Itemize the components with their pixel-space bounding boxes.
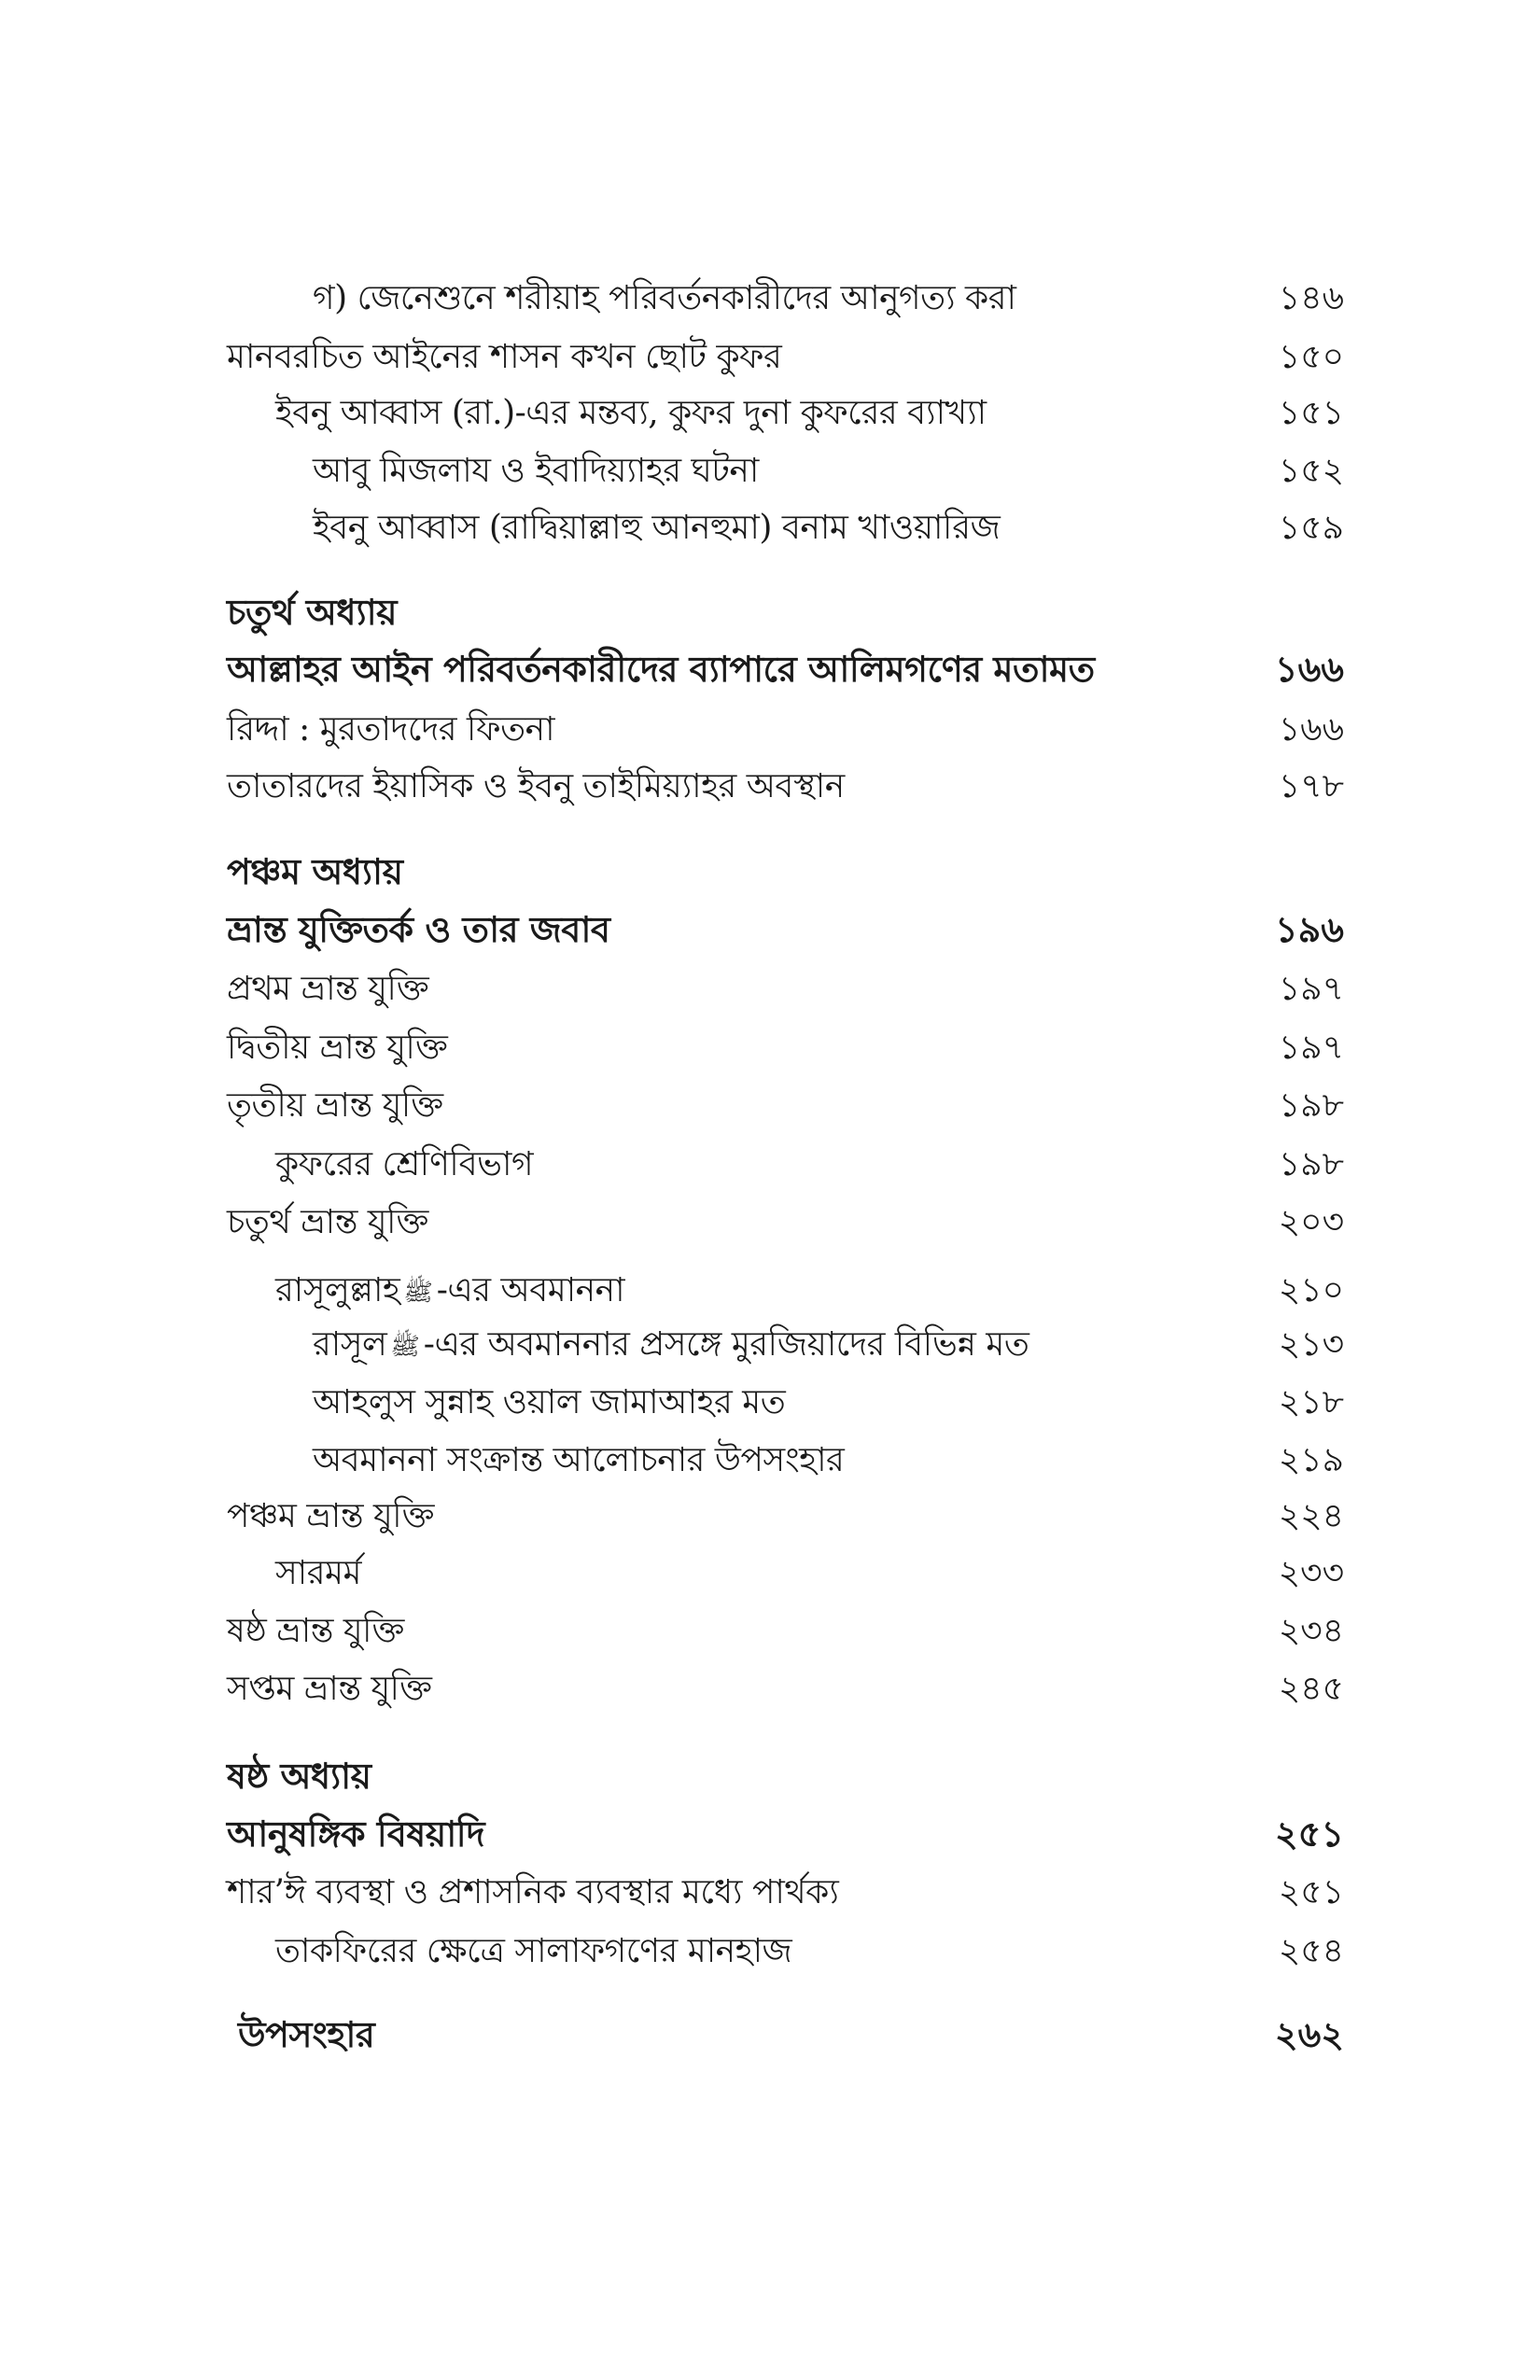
toc-entry-title-part: রাসূল <box>313 1325 387 1364</box>
toc-entry-page: ১৯৬ <box>1274 908 1344 950</box>
toc-entry-title: ভ্রান্ত যুক্তিতর্ক ও তার জবাব <box>227 908 610 950</box>
toc-entry-page: ২৩৩ <box>1278 1554 1344 1592</box>
toc-entry-title: দ্বিতীয় ভ্রান্ত যুক্তি <box>227 1029 448 1067</box>
toc-entry[interactable] <box>0 1435 1540 1487</box>
toc-entry-title: কুফরের শ্রেণিবিভাগ <box>275 1145 534 1183</box>
toc-entry-page: ১৯৭ <box>1278 1029 1344 1067</box>
chapter-label-text: পঞ্চম অধ্যায় <box>227 850 403 892</box>
toc-entry-title: চতুর্থ ভ্রান্ত যুক্তি <box>227 1203 428 1241</box>
toc-entry-page: ১৫০ <box>1278 338 1344 376</box>
toc-entry[interactable] <box>0 1139 1540 1191</box>
toc-entry-title: ইবনু আব্বাস (রা.)-এর মন্তব্য, কুফর দুনা কুফরের ব্যাখ্যা <box>275 394 987 432</box>
toc-entry-title: গ) জেনেশুনে শরীয়াহ পরিবর্তনকারীদের আনুগত্য করা <box>313 279 1016 317</box>
toc-entry[interactable] <box>0 1319 1540 1371</box>
toc-entry[interactable] <box>0 331 1540 384</box>
toc-entry-page: ১৪৬ <box>1278 279 1344 317</box>
salawat-ligature-icon: ﷺ <box>390 1333 420 1361</box>
toc-entry-title: রিদ্দা : মুরতাদদের ফিতনা <box>227 710 555 749</box>
toc-entry-title: তাতারদের ইয়াসিক ও ইবনু তাইমিয়্যাহর অবস্থান <box>227 767 845 805</box>
toc-entry[interactable] <box>0 1197 1540 1249</box>
toc-entry[interactable] <box>0 387 1540 440</box>
chapter-label <box>0 586 1540 638</box>
toc-entry[interactable] <box>0 1925 1540 1978</box>
toc-entry[interactable] <box>0 1022 1540 1074</box>
toc-entry-title: সপ্তম ভ্রান্ত যুক্তি <box>227 1670 432 1708</box>
chapter-label <box>0 1750 1540 1802</box>
chapter-label <box>0 846 1540 898</box>
toc-entry-title: মানবরচিত আইনের শাসন কখন ছোট কুফর <box>227 338 782 376</box>
toc-entry-page: ১৬৬ <box>1278 710 1344 749</box>
toc-entry-title: আল্লাহর আইন পরিবর্তনকারীদের ব্যাপারে আলিমগণের মতামত <box>227 648 1095 690</box>
toc-entry-title: উপসংহার <box>238 2013 375 2055</box>
toc-entry-page: ১৯৭ <box>1278 970 1344 1008</box>
toc-entry-title: ষষ্ঠ ভ্রান্ত যুক্তি <box>227 1612 404 1650</box>
toc-entry[interactable] <box>0 445 1540 497</box>
salawat-ligature-icon: ﷺ <box>403 1279 433 1307</box>
toc-entry-page: ১৫৯ <box>1278 509 1344 547</box>
toc-entry[interactable] <box>0 1377 1540 1429</box>
toc-entry[interactable] <box>0 1547 1540 1600</box>
toc-entry-page: ১৫১ <box>1278 394 1344 432</box>
toc-entry-page: ২৫৪ <box>1278 1932 1344 1970</box>
toc-entry-title: প্রথম ভ্রান্ত যুক্তি <box>227 970 429 1008</box>
toc-entry-title: আবু মিজলায ও ইবাদিয়্যাহর ঘটনা <box>313 452 759 490</box>
toc-entry-page: ২৪৫ <box>1278 1670 1344 1708</box>
toc-entry-page: ১৫২ <box>1278 452 1344 490</box>
toc-entry[interactable] <box>0 1080 1540 1132</box>
toc-entry-page: ২০৩ <box>1278 1203 1344 1241</box>
toc-entry[interactable] <box>0 1663 1540 1715</box>
toc-entry-title: তৃতীয় ভ্রান্ত যুক্তি <box>227 1086 443 1125</box>
toc-entry[interactable] <box>0 1605 1540 1658</box>
chapter-title-entry[interactable] <box>0 643 1540 695</box>
toc-entry-title <box>275 1265 624 1317</box>
toc-entry-title <box>313 1319 1029 1371</box>
toc-entry[interactable] <box>0 1265 1540 1317</box>
toc-entry[interactable] <box>0 1491 1540 1543</box>
toc-entry-page: ১৬৬ <box>1274 648 1344 690</box>
toc-entry-title: সারমর্ম <box>275 1554 362 1592</box>
toc-entry-page: ১৭৮ <box>1278 767 1344 805</box>
toc-entry-title-part: -এর অবমাননার প্রসঙ্গে মুরজিয়াদের বিভিন্ন মত <box>423 1325 1029 1364</box>
toc-entry-page: ১৯৮ <box>1278 1145 1344 1183</box>
toc-entry-title: আনুষঙ্গিক বিষয়াদি <box>227 1813 485 1855</box>
toc-entry-page: ২২৪ <box>1278 1497 1344 1535</box>
toc-entry[interactable] <box>0 704 1540 756</box>
toc-entry-page: ২৫১ <box>1278 1873 1344 1911</box>
toc-entry-title: পঞ্চম ভ্রান্ত যুক্তি <box>227 1497 434 1535</box>
toc-entry-title: আহলুস সুন্নাহ ওয়াল জামাআহর মত <box>313 1383 786 1421</box>
toc-entry-page: ২১০ <box>1278 1271 1344 1309</box>
toc-entry[interactable] <box>0 502 1540 554</box>
toc-entry-page: ২১৮ <box>1278 1383 1344 1421</box>
chapter-label-text: ষষ্ঠ অধ্যায় <box>227 1755 371 1797</box>
toc-entry-title: ইবনু আব্বাস (রাদ্বিয়াল্লাহু আনহুমা) বনাম খাওয়ারিজ <box>313 509 1001 547</box>
toc-entry-page: ১৯৮ <box>1278 1086 1344 1125</box>
toc-entry-title-part: -এর অবমাননা <box>436 1271 625 1309</box>
chapter-title-entry[interactable] <box>0 1808 1540 1860</box>
toc-entry[interactable] <box>0 761 1540 813</box>
chapter-label-text: চতুর্থ অধ্যায় <box>227 591 397 633</box>
toc-entry[interactable] <box>0 963 1540 1015</box>
toc-entry-page: ২১৩ <box>1278 1325 1344 1364</box>
toc-entry-page: ২৫১ <box>1274 1813 1344 1855</box>
chapter-title-entry[interactable] <box>0 903 1540 956</box>
toc-entry-page: ২৩৪ <box>1278 1612 1344 1650</box>
toc-entry-title-part: রাসূলুল্লাহ <box>275 1271 400 1309</box>
toc-entry-title: শার’ঈ ব্যবস্থা ও প্রশাসনিক ব্যবস্থার মধ্যে পার্থক্য <box>227 1873 839 1911</box>
toc-entry[interactable] <box>0 273 1540 325</box>
toc-entry-page: ২৬২ <box>1274 2013 1344 2055</box>
toc-entry[interactable] <box>0 1867 1540 1919</box>
toc-entry-page: ২১৯ <box>1278 1441 1344 1479</box>
toc-entry-title: তাকফিরের ক্ষেত্রে সালাফগণের মানহাজ <box>275 1932 792 1970</box>
toc-entry-title: অবমাননা সংক্রান্ত আলোচনার উপসংহার <box>313 1441 845 1479</box>
conclusion-entry[interactable] <box>0 2009 1540 2061</box>
